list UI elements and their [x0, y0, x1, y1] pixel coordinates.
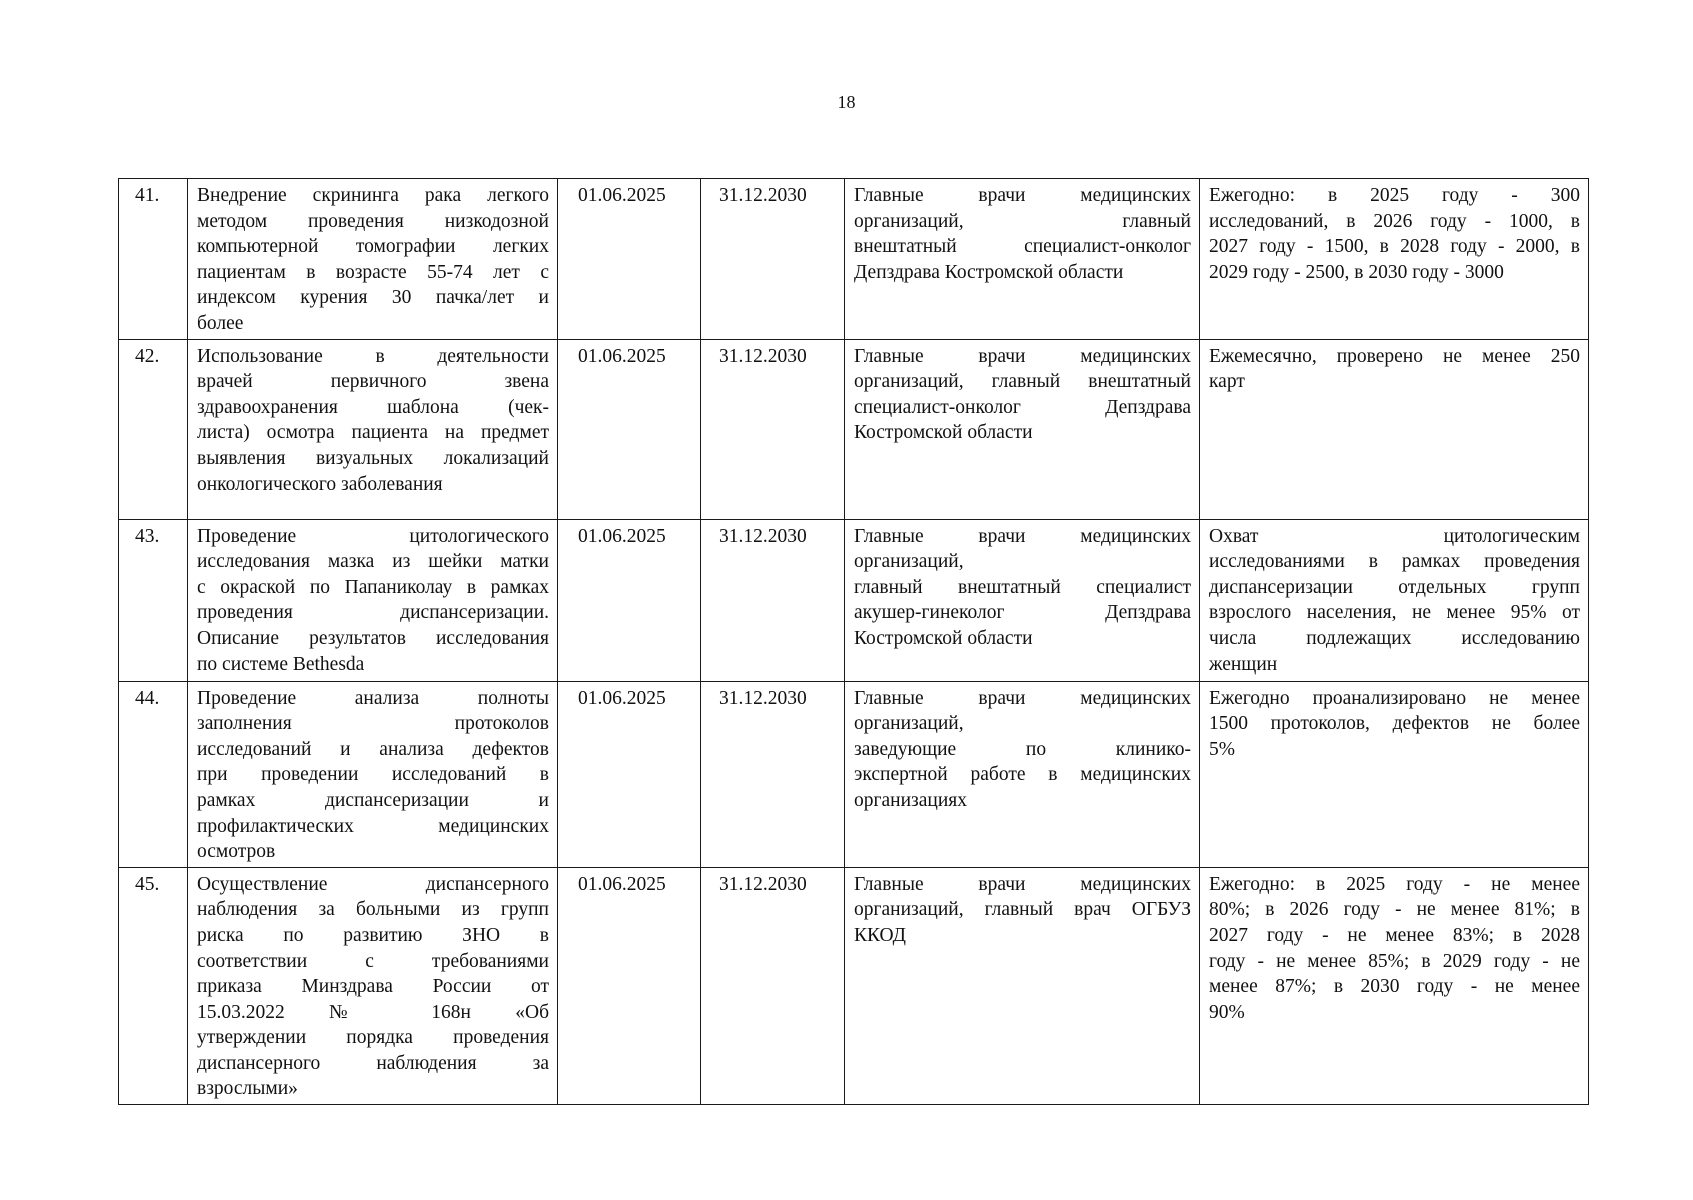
- responsible-cell-line: экспертной работе в медицинских: [854, 764, 1191, 786]
- activity-cell-line: выявления визуальных локализаций: [197, 447, 549, 469]
- activity-cell-line: утверждении порядка проведения: [197, 1027, 549, 1049]
- indicator-cell-line: исследований, в 2026 году - 1000, в: [1209, 210, 1580, 232]
- activity-cell-line: более: [197, 312, 244, 334]
- responsible-cell-line: Костромской области: [854, 627, 1033, 649]
- activity-cell-line: диспансерного наблюдения за: [197, 1052, 549, 1074]
- table-row: [119, 179, 1589, 340]
- activity-cell-line: Проведение цитологического: [197, 525, 549, 547]
- indicator-cell-line: 5%: [1209, 738, 1235, 760]
- responsible-cell-line: организаций,: [854, 551, 964, 573]
- row-number: 43.: [119, 519, 188, 681]
- activity-cell: [188, 867, 558, 1104]
- row-number: 44.: [119, 681, 188, 867]
- indicator-cell-line: 90%: [1209, 1001, 1245, 1023]
- start-date-cell: 01.06.2025: [558, 867, 701, 1104]
- indicator-cell: [1200, 681, 1589, 867]
- indicator-cell-line: году - не менее 85%; в 2029 году - не: [1209, 950, 1580, 972]
- table-row: [119, 867, 1589, 1104]
- responsible-cell-line: Главные врачи медицинских: [854, 687, 1191, 709]
- indicator-cell-line: менее 87%; в 2030 году - не менее: [1209, 976, 1580, 998]
- measures-table: [118, 178, 1589, 1105]
- activity-cell-line: профилактических медицинских: [197, 815, 549, 837]
- end-date-cell: 31.12.2030: [701, 681, 845, 867]
- row-number: 41.: [119, 179, 188, 340]
- start-date-cell: 01.06.2025: [558, 179, 701, 340]
- table-row: [119, 681, 1589, 867]
- end-date-cell: 31.12.2030: [701, 179, 845, 340]
- indicator-cell: [1200, 179, 1589, 340]
- indicator-cell-line: 2027 году - 1500, в 2028 году - 2000, в: [1209, 236, 1580, 258]
- indicator-cell-line: Ежемесячно, проверено не менее 250: [1209, 345, 1580, 367]
- activity-cell-line: проведения диспансеризации.: [197, 602, 549, 624]
- row-number: 42.: [119, 339, 188, 519]
- measures-table-body: [119, 179, 1589, 1105]
- activity-cell-line: рамках диспансеризации и: [197, 789, 549, 811]
- responsible-cell-line: организаций,: [854, 713, 964, 735]
- activity-cell-line: компьютерной томографии легких: [197, 236, 549, 258]
- activity-cell-line: методом проведения низкодозной: [197, 210, 549, 232]
- activity-cell-line: Использование в деятельности: [197, 345, 549, 367]
- indicator-cell-line: карт: [1209, 371, 1245, 393]
- responsible-cell: [845, 681, 1200, 867]
- responsible-cell-line: специалист-онколог Депздрава: [854, 396, 1191, 418]
- indicator-cell-line: Ежегодно проанализировано не менее: [1209, 687, 1580, 709]
- responsible-cell-line: акушер-гинеколог Депздрава: [854, 602, 1191, 624]
- end-date-cell: 31.12.2030: [701, 867, 845, 1104]
- end-date-cell: 31.12.2030: [701, 519, 845, 681]
- responsible-cell: [845, 339, 1200, 519]
- start-date-cell: 01.06.2025: [558, 681, 701, 867]
- indicator-cell-line: Ежегодно: в 2025 году - 300: [1209, 185, 1580, 206]
- responsible-cell-line: организациях: [854, 789, 967, 811]
- indicator-cell-line: 1500 протоколов, дефектов не более: [1209, 713, 1580, 735]
- activity-cell: [188, 681, 558, 867]
- indicator-cell-line: 80%; в 2026 году - не менее 81%; в: [1209, 899, 1580, 921]
- table-row: [119, 519, 1589, 681]
- activity-cell: [188, 179, 558, 340]
- activity-cell-line: 15.03.2022 № 168н «Об: [197, 1001, 549, 1023]
- responsible-cell-line: заведующие по клинико-: [854, 738, 1191, 760]
- activity-cell-line: Описание результатов исследования: [197, 627, 549, 649]
- activity-cell-line: взрослыми»: [197, 1078, 298, 1100]
- activity-cell: [188, 339, 558, 519]
- activity-cell-line: наблюдения за больными из групп: [197, 899, 549, 921]
- activity-cell-line: исследований и анализа дефектов: [197, 738, 549, 760]
- activity-cell-line: листа) осмотра пациента на предмет: [197, 422, 549, 444]
- activity-cell-line: приказа Минздрава России от: [197, 976, 549, 998]
- responsible-cell-line: Главные врачи медицинских: [854, 873, 1191, 895]
- row-number: 45.: [119, 867, 188, 1104]
- activity-cell-line: врачей первичного звена: [197, 371, 549, 393]
- activity-cell-line: с окраской по Папаниколау в рамках: [197, 576, 549, 598]
- activity-cell-line: при проведении исследований в: [197, 764, 549, 786]
- responsible-cell-line: Главные врачи медицинских: [854, 185, 1191, 206]
- activity-cell-line: онкологического заболевания: [197, 473, 443, 495]
- indicator-cell-line: взрослого населения, не менее 95% от: [1209, 602, 1580, 624]
- activity-cell-line: Внедрение скрининга рака легкого: [197, 185, 549, 206]
- responsible-cell-line: организаций, главный врач ОГБУЗ: [854, 899, 1191, 921]
- table-row: [119, 339, 1589, 519]
- page-number: 18: [837, 92, 856, 112]
- responsible-cell-line: организаций, главный: [854, 210, 1191, 232]
- responsible-cell-line: ККОД: [854, 924, 906, 946]
- activity-cell-line: индексом курения 30 пачка/лет и: [197, 287, 549, 309]
- activity-cell-line: исследования мазка из шейки матки: [197, 551, 549, 573]
- indicator-cell-line: диспансеризации отдельных групп: [1209, 576, 1580, 598]
- responsible-cell: [845, 179, 1200, 340]
- indicator-cell-line: исследованиями в рамках проведения: [1209, 551, 1580, 573]
- indicator-cell-line: Охват цитологическим: [1209, 525, 1580, 547]
- indicator-cell: [1200, 867, 1589, 1104]
- end-date-cell: 31.12.2030: [701, 339, 845, 519]
- activity-cell-line: заполнения протоколов: [197, 713, 549, 735]
- activity-cell: [188, 519, 558, 681]
- responsible-cell: [845, 519, 1200, 681]
- responsible-cell-line: организаций, главный внештатный: [854, 371, 1191, 393]
- responsible-cell-line: Костромской области: [854, 422, 1033, 444]
- indicator-cell-line: числа подлежащих исследованию: [1209, 627, 1580, 649]
- activity-cell-line: соответствии с требованиями: [197, 950, 549, 972]
- activity-cell-line: риска по развитию ЗНО в: [197, 924, 549, 946]
- indicator-cell-line: женщин: [1209, 653, 1278, 675]
- activity-cell-line: Проведение анализа полноты: [197, 687, 549, 709]
- indicator-cell: [1200, 519, 1589, 681]
- responsible-cell-line: Главные врачи медицинских: [854, 525, 1191, 547]
- indicator-cell-line: 2029 году - 2500, в 2030 году - 3000: [1209, 261, 1504, 283]
- responsible-cell: [845, 867, 1200, 1104]
- responsible-cell-line: Депздрава Костромской области: [854, 261, 1124, 283]
- activity-cell-line: осмотров: [197, 841, 276, 863]
- activity-cell-line: по системе Bethesda: [197, 653, 365, 675]
- activity-cell-line: пациентам в возрасте 55-74 лет с: [197, 261, 549, 283]
- activity-cell-line: Осуществление диспансерного: [197, 873, 549, 895]
- start-date-cell: 01.06.2025: [558, 339, 701, 519]
- responsible-cell-line: главный внештатный специалист: [854, 576, 1191, 598]
- indicator-cell: [1200, 339, 1589, 519]
- indicator-cell-line: 2027 году - не менее 83%; в 2028: [1209, 924, 1580, 946]
- start-date-cell: 01.06.2025: [558, 519, 701, 681]
- indicator-cell-line: Ежегодно: в 2025 году - не менее: [1209, 873, 1580, 895]
- responsible-cell-line: внештатный специалист-онколог: [854, 236, 1191, 258]
- activity-cell-line: здравоохранения шаблона (чек-: [197, 396, 549, 418]
- responsible-cell-line: Главные врачи медицинских: [854, 345, 1191, 367]
